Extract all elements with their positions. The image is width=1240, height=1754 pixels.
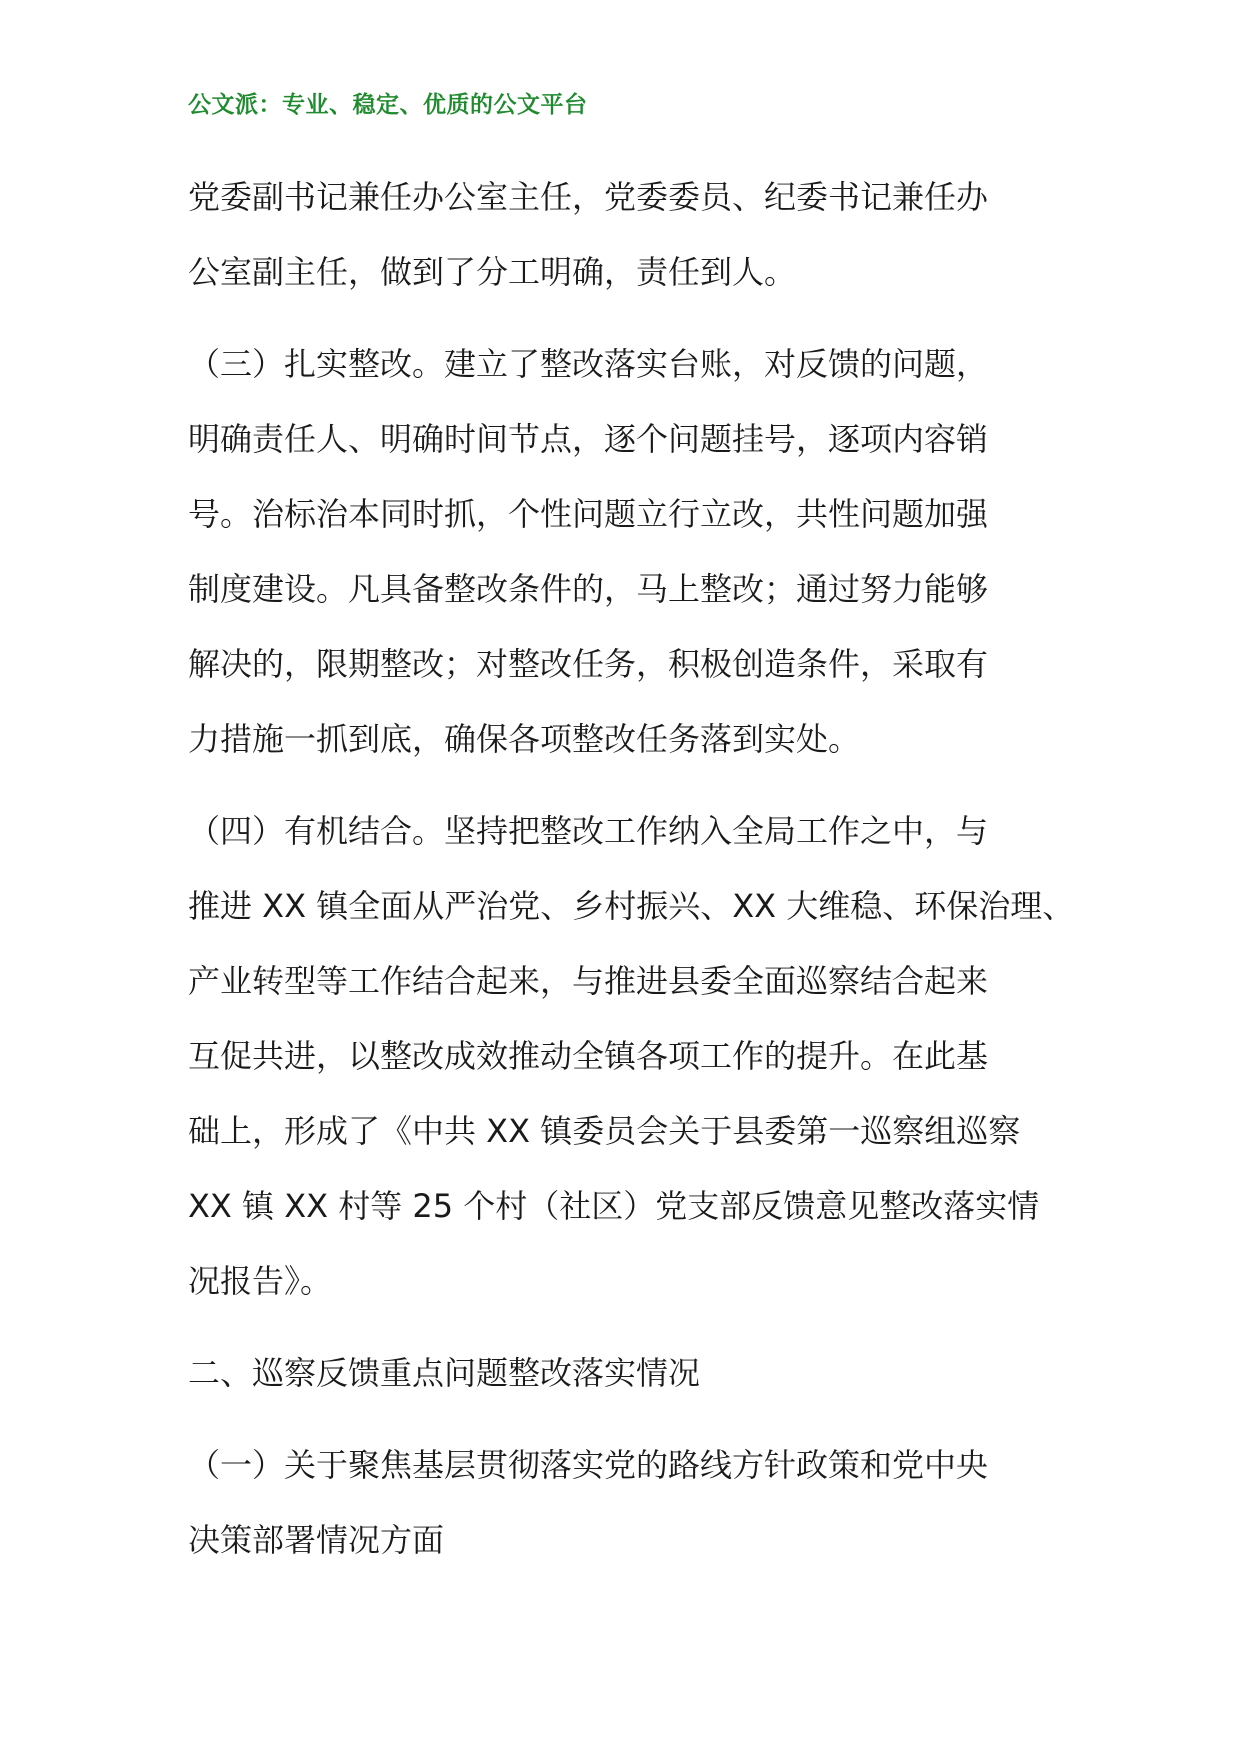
text-line: 党委副书记兼任办公室主任，党委委员、纪委书记兼任办 (188, 178, 989, 216)
text-line: 力措施一抓到底，确保各项整改任务落到实处。 (188, 720, 861, 758)
text-line: （四）有机结合。坚持把整改工作纳入全局工作之中，与 (188, 812, 989, 850)
section-heading (188, 1336, 1068, 1411)
subsection-heading (188, 1428, 1068, 1578)
document-body (188, 160, 1075, 1578)
paragraph (188, 160, 1068, 310)
text-line: 产业转型等工作结合起来，与推进县委全面巡察结合起来 (188, 962, 989, 1000)
text-line: （三）扎实整改。建立了整改落实台账，对反馈的问题， (188, 345, 989, 383)
text-line: 推进 XX 镇全面从严治党、乡村振兴、XX 大维稳、环保治理、 (188, 887, 1075, 925)
text-line: （一）关于聚焦基层贯彻落实党的路线方针政策和党中央 (188, 1446, 989, 1484)
text-line: 况报告》。 (188, 1262, 333, 1300)
text-line: XX 镇 XX 村等 25 个村（社区）党支部反馈意见整改落实情 (188, 1187, 1040, 1225)
text-line: 二、巡察反馈重点问题整改落实情况 (188, 1354, 701, 1392)
text-line: 础上，形成了《中共 XX 镇委员会关于县委第一巡察组巡察 (188, 1112, 1021, 1150)
header-brand: 公文派：专业、稳定、优质的公文平台 (188, 92, 588, 118)
paragraph (188, 794, 1075, 1319)
text-line: 互促共进，以整改成效推动全镇各项工作的提升。在此基 (188, 1037, 989, 1075)
text-line: 号。治标治本同时抓，个性问题立行立改，共性问题加强 (188, 495, 989, 533)
text-line: 决策部署情况方面 (188, 1521, 445, 1559)
text-line: 公室副主任，做到了分工明确，责任到人。 (188, 253, 797, 291)
text-line: 解决的，限期整改；对整改任务，积极创造条件，采取有 (188, 645, 989, 683)
paragraph (188, 327, 1068, 777)
text-line: 明确责任人、明确时间节点，逐个问题挂号，逐项内容销 (188, 420, 989, 458)
text-line: 制度建设。凡具备整改条件的，马上整改；通过努力能够 (188, 570, 989, 608)
